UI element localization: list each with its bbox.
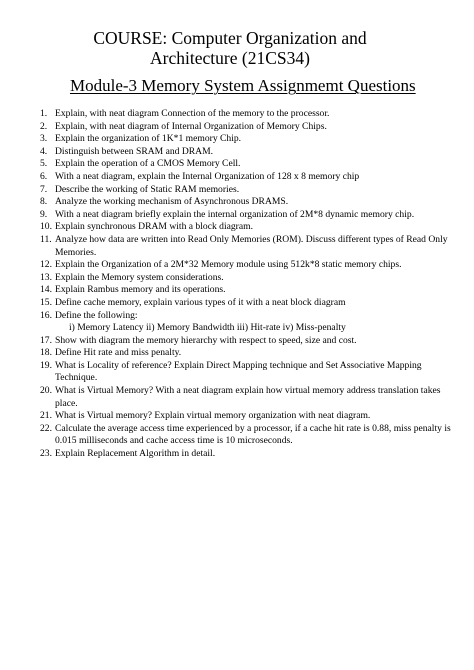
question-body (55, 310, 454, 335)
question-body (55, 146, 454, 159)
question-list (40, 108, 454, 461)
question-item (40, 196, 454, 209)
question-number: 2. (40, 120, 48, 132)
question-text: What is Locality of reference? Explain Direct Mapping technique and Set Associative Mapping Technique. (55, 359, 422, 384)
question-number: 14. (40, 284, 52, 296)
question-body (55, 121, 454, 134)
question-item (40, 108, 454, 121)
question-text: What is Virtual memory? Explain virtual memory organization with neat diagram. (55, 410, 371, 422)
question-item (40, 310, 454, 335)
question-item (40, 272, 454, 285)
question-item (40, 234, 454, 259)
question-item (40, 184, 454, 197)
question-text: Distinguish between SRAM and DRAM. (55, 145, 214, 157)
question-number: 15. (40, 296, 52, 308)
question-body (55, 196, 454, 209)
course-title-line2: Architecture (21CS34) (150, 48, 310, 68)
question-number: 21. (40, 410, 52, 422)
question-text: Define the following: (55, 309, 138, 321)
question-number: 4. (40, 145, 48, 157)
question-body (55, 297, 454, 310)
module-title: Module-3 Memory System Assignmemt Questions (70, 76, 416, 95)
question-number: 5. (40, 158, 48, 170)
question-item (40, 171, 454, 184)
question-body (55, 272, 454, 285)
question-item (40, 335, 454, 348)
question-item (40, 284, 454, 297)
question-text: With a neat diagram briefly explain the internal organization of 2M*8 dynamic memory chip. (55, 208, 415, 220)
question-text: Explain Replacement Algorithm in detail. (55, 448, 216, 460)
question-number: 6. (40, 170, 48, 182)
question-body (55, 171, 454, 184)
question-item (40, 221, 454, 234)
question-item (40, 297, 454, 310)
question-body (55, 410, 454, 423)
question-item (40, 158, 454, 171)
question-body (55, 184, 454, 197)
question-text: Analyze how data are written into Read Only Memories (ROM). Discuss different types of Read Only Memories. (55, 233, 448, 258)
question-body (55, 259, 454, 272)
question-item (40, 133, 454, 146)
question-text: Explain synchronous DRAM with a block diagram. (55, 221, 253, 233)
question-number: 16. (40, 309, 52, 321)
question-item (40, 410, 454, 423)
question-body (55, 209, 454, 222)
question-number: 11. (40, 233, 52, 245)
question-number: 18. (40, 347, 52, 359)
question-text: Explain, with neat diagram of Internal Organization of Memory Chips. (55, 120, 327, 132)
question-item (40, 146, 454, 159)
question-body (55, 360, 454, 385)
course-title-line1: COURSE: Computer Organization and (93, 28, 367, 48)
question-item (40, 423, 454, 448)
question-text: Explain the operation of a CMOS Memory Cell. (55, 158, 241, 170)
question-body (55, 108, 454, 121)
question-subtext: i) Memory Latency ii) Memory Bandwidth iii) Hit-rate iv) Miss-penalty (69, 322, 346, 334)
question-item (40, 209, 454, 222)
question-item (40, 385, 454, 410)
question-number: 23. (40, 448, 52, 460)
question-body (55, 133, 454, 146)
question-text: With a neat diagram, explain the Internal Organization of 128 x 8 memory chip (55, 170, 360, 182)
question-text: Define cache memory, explain various types of it with a neat block diagram (55, 296, 346, 308)
question-number: 12. (40, 259, 52, 271)
course-title (60, 28, 400, 68)
question-body (55, 158, 454, 171)
question-body (55, 385, 454, 410)
question-body (55, 347, 454, 360)
question-text: Show with diagram the memory hierarchy with respect to speed, size and cost. (55, 334, 357, 346)
question-number: 3. (40, 133, 48, 145)
question-text: Define Hit rate and miss penalty. (55, 347, 182, 359)
question-number: 1. (40, 108, 48, 119)
question-number: 9. (40, 208, 48, 220)
question-number: 7. (40, 183, 48, 195)
question-text: Explain the Organization of a 2M*32 Memory module using 512k*8 static memory chips. (55, 259, 402, 271)
question-text: Calculate the average access time experienced by a processor, if a cache hit rate is 0.88, miss penalty is 0.015 milliseconds and cache access time is 10 microseconds. (55, 422, 451, 447)
question-number: 10. (40, 221, 52, 233)
question-text: Explain the organization of 1K*1 memory Chip. (55, 133, 242, 145)
question-item (40, 448, 454, 461)
question-number: 19. (40, 359, 52, 371)
question-number: 13. (40, 271, 52, 283)
question-number: 8. (40, 196, 48, 208)
question-body (55, 448, 454, 461)
question-number: 22. (40, 422, 52, 434)
question-text: Explain Rambus memory and its operations. (55, 284, 226, 296)
question-item (40, 259, 454, 272)
question-text: What is Virtual Memory? With a neat diagram explain how virtual memory address translation takes place. (55, 385, 441, 409)
question-text: Explain, with neat diagram Connection of the memory to the processor. (55, 108, 330, 119)
question-text: Analyze the working mechanism of Asynchronous DRAMS. (55, 196, 289, 208)
question-body (55, 234, 454, 259)
question-body (55, 335, 454, 348)
question-body (55, 284, 454, 297)
question-item (40, 360, 454, 385)
question-body (55, 221, 454, 234)
question-text: Explain the Memory system considerations. (55, 271, 224, 283)
question-text: Describe the working of Static RAM memories. (55, 183, 240, 195)
question-number: 17. (40, 334, 52, 346)
question-body (55, 423, 454, 448)
question-item (40, 347, 454, 360)
question-number: 20. (40, 385, 52, 397)
question-item (40, 121, 454, 134)
